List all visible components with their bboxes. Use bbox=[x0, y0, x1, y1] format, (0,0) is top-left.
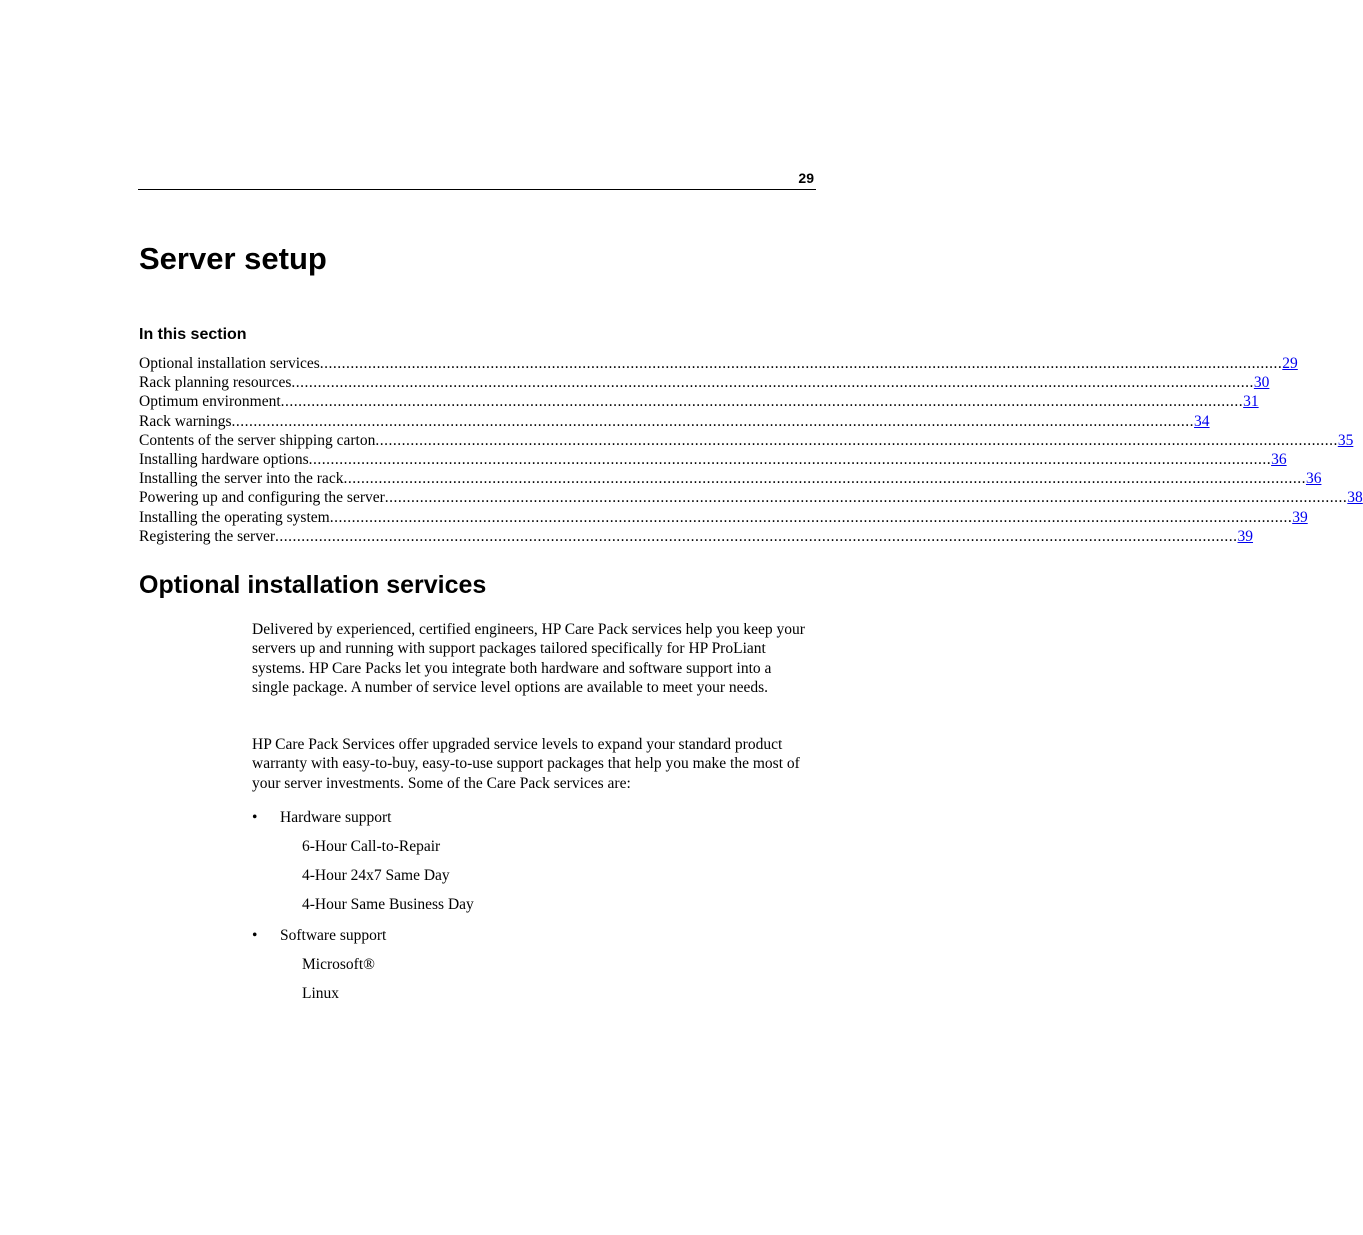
toc-leader-dots: ............................................................................................................................................................................................................................ bbox=[280, 393, 1244, 411]
toc-page-link[interactable]: 34 bbox=[1194, 412, 1210, 430]
toc-page-link[interactable]: 30 bbox=[1253, 374, 1270, 392]
subsection-title: Optional installation services bbox=[139, 571, 487, 599]
toc-entry-powering-up-and-configuring bbox=[139, 488, 1363, 507]
intro-paragraph: Delivered by experienced, certified engineers, HP Care Pack services help you keep your servers up and running with support packages tailored specifically for HP ProLiant systems. HP Care Packs let you integrate both hardware and software support into a single package. A number of service level options are available to meet your needs. bbox=[252, 621, 805, 696]
toc-page-link[interactable]: 36 bbox=[1305, 470, 1322, 488]
toc-leader-dots: ............................................................................................................................................................................................................................ bbox=[275, 527, 1238, 545]
toc-entry-label: Installing the operating system bbox=[139, 508, 330, 526]
sub-item: 4-Hour 24x7 Same Day bbox=[302, 867, 450, 884]
sub-item: 4-Hour Same Business Day bbox=[302, 896, 474, 913]
toc-entry-label: Installing hardware options bbox=[139, 450, 309, 468]
toc-entry-optimum-environment bbox=[139, 392, 1259, 411]
toc-entry-installing-operating-system bbox=[139, 508, 1308, 527]
sub-item: 6-Hour Call-to-Repair bbox=[302, 838, 441, 855]
toc-page-link[interactable]: 35 bbox=[1337, 431, 1354, 449]
toc-entry-label: Registering the server bbox=[139, 527, 276, 545]
toc-leader-dots: ............................................................................................................................................................................................................................ bbox=[375, 431, 1338, 449]
toc-leader-dots: ............................................................................................................................................................................................................................ bbox=[319, 355, 1283, 372]
toc-entry-optional-installation-services bbox=[139, 354, 1298, 373]
sub-item: Linux bbox=[302, 985, 340, 1002]
toc-leader-dots: ............................................................................................................................................................................................................................ bbox=[384, 489, 1348, 507]
toc-entry-rack-planning-resources bbox=[139, 373, 1270, 392]
header-rule bbox=[138, 189, 816, 190]
toc-entry-registering-the-server bbox=[139, 527, 1254, 546]
toc-page-link[interactable]: 36 bbox=[1271, 450, 1287, 468]
toc-entry-label: Rack planning resources bbox=[139, 374, 292, 392]
toc-page-link[interactable]: 31 bbox=[1243, 393, 1259, 411]
section-heading: In this section bbox=[139, 326, 247, 343]
toc-leader-dots: ............................................................................................................................................................................................................................ bbox=[308, 450, 1272, 468]
bullet-hardware-support bbox=[252, 808, 391, 827]
toc-page-link[interactable]: 39 bbox=[1292, 508, 1308, 526]
table-of-contents bbox=[139, 354, 1363, 546]
toc-entry-label: Optimum environment bbox=[139, 393, 281, 411]
toc-entry-installing-server-into-rack bbox=[139, 469, 1322, 488]
toc-entry-label: Rack warnings bbox=[139, 412, 232, 430]
services-paragraph: HP Care Pack Services offer upgraded service levels to expand your standard product warranty with easy-to-buy, easy-to-use support packages that help you make the most of your server investments. Some of the Care Pack services are: bbox=[252, 736, 800, 792]
toc-entry-rack-warnings bbox=[139, 412, 1210, 431]
bullet-label: Hardware support bbox=[280, 809, 392, 826]
toc-entry-label: Contents of the server shipping carton bbox=[139, 431, 376, 449]
bullet-dot-icon: • bbox=[252, 809, 258, 826]
toc-leader-dots: ............................................................................................................................................................................................................................ bbox=[343, 470, 1306, 488]
bullet-software-support bbox=[252, 926, 386, 945]
bullet-label: Software support bbox=[280, 927, 387, 944]
toc-entry-contents-of-shipping-carton bbox=[139, 431, 1354, 450]
toc-entry-installing-hardware-options bbox=[139, 450, 1287, 469]
toc-page-link[interactable]: 38 bbox=[1347, 489, 1363, 507]
toc-leader-dots: ............................................................................................................................................................................................................................ bbox=[291, 374, 1254, 392]
toc-page-link[interactable]: 39 bbox=[1237, 527, 1254, 545]
toc-entry-label: Installing the server into the rack bbox=[139, 470, 344, 488]
page-number: 29 bbox=[798, 170, 814, 186]
sub-item: Microsoft® bbox=[302, 956, 375, 973]
toc-entry-label: Powering up and configuring the server bbox=[139, 489, 385, 507]
toc-leader-dots: ............................................................................................................................................................................................................................ bbox=[329, 508, 1293, 526]
bullet-dot-icon: • bbox=[252, 927, 258, 944]
toc-entry-label: Optional installation services bbox=[139, 355, 320, 372]
page-title: Server setup bbox=[139, 241, 327, 276]
toc-page-link[interactable]: 29 bbox=[1282, 355, 1298, 372]
toc-leader-dots: ............................................................................................................................................................................................................................ bbox=[231, 412, 1195, 430]
